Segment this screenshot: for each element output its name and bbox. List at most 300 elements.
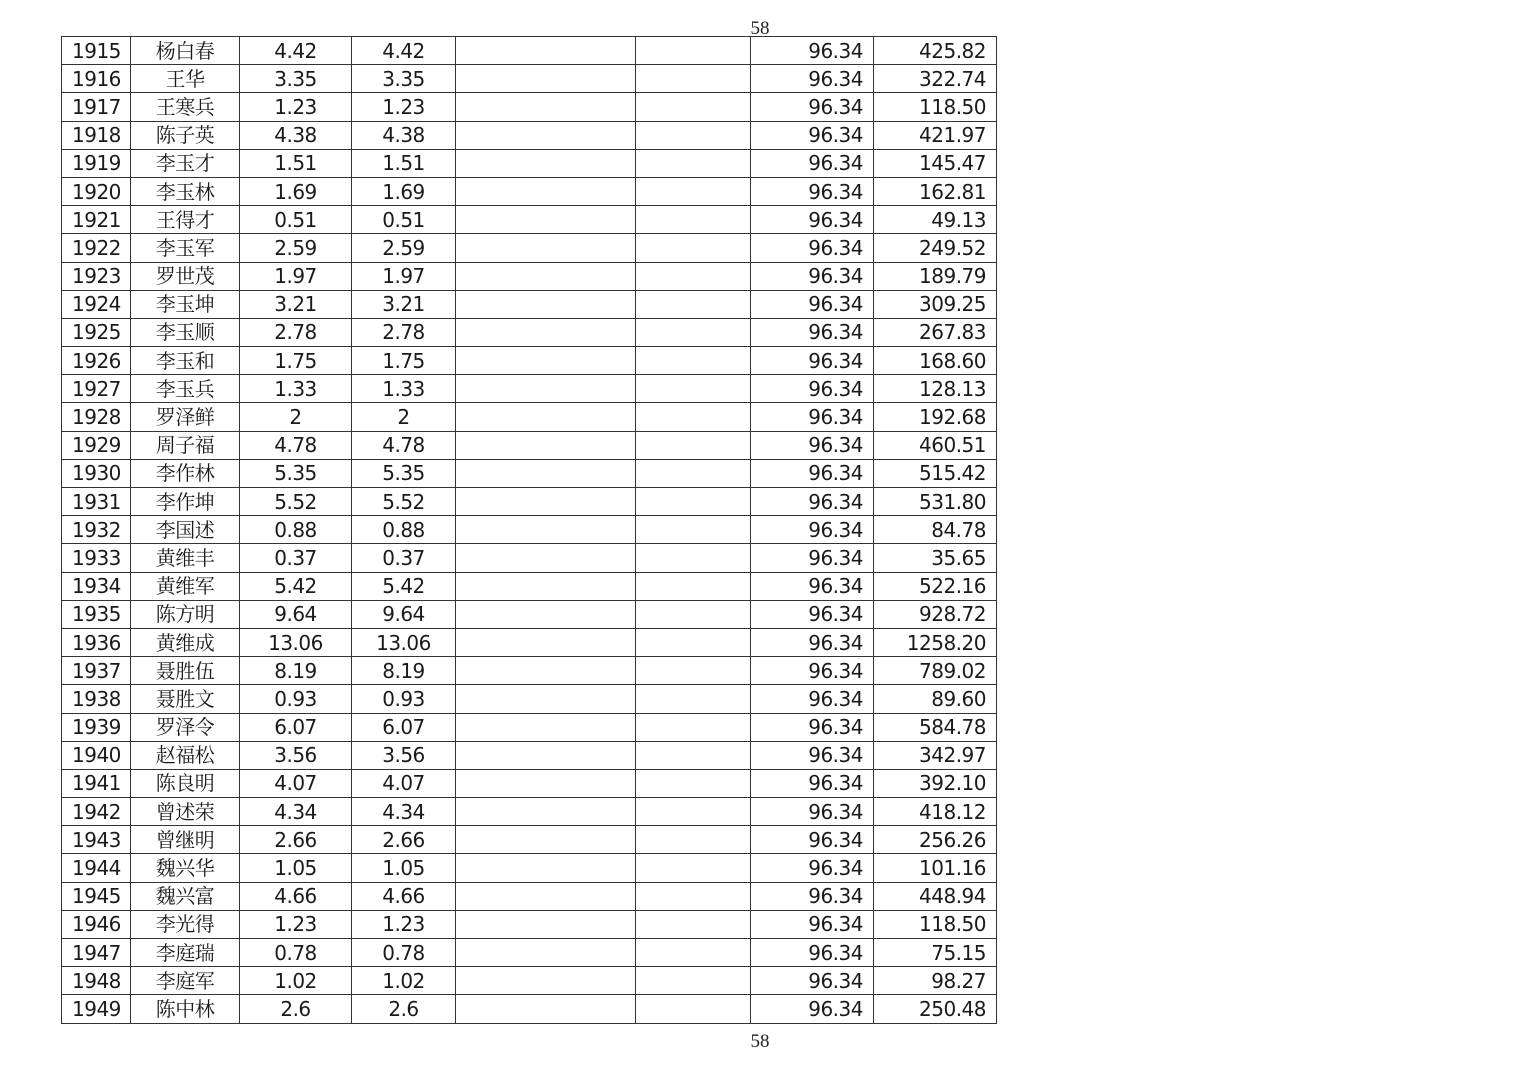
row-id-cell: 1940 (62, 741, 131, 769)
row-empty-cell (636, 375, 751, 403)
row-value-b-cell: 1.33 (352, 375, 456, 403)
row-value-a-cell: 2.59 (240, 234, 352, 262)
row-value-a-cell: 4.07 (240, 769, 352, 797)
row-value-a-cell: 13.06 (240, 628, 352, 656)
row-empty-cell (456, 600, 636, 628)
table-row (62, 262, 997, 290)
row-total-cell: 168.60 (874, 347, 997, 375)
table-row (62, 206, 997, 234)
row-value-b-cell: 4.42 (352, 37, 456, 65)
row-value-b-cell: 1.51 (352, 149, 456, 177)
row-value-a-cell: 4.34 (240, 798, 352, 826)
row-id-cell: 1918 (62, 121, 131, 149)
row-value-a-cell: 3.56 (240, 741, 352, 769)
row-rate-cell: 96.34 (751, 910, 874, 938)
row-empty-cell (636, 516, 751, 544)
table-row (62, 713, 997, 741)
row-value-a-cell: 8.19 (240, 657, 352, 685)
row-id-cell: 1946 (62, 910, 131, 938)
row-value-b-cell: 6.07 (352, 713, 456, 741)
row-empty-cell (636, 882, 751, 910)
row-empty-cell (456, 234, 636, 262)
row-value-b-cell: 1.69 (352, 177, 456, 205)
row-rate-cell: 96.34 (751, 572, 874, 600)
table-row (62, 177, 997, 205)
row-value-b-cell: 1.75 (352, 347, 456, 375)
row-name-cell: 李玉林 (131, 177, 240, 205)
row-id-cell: 1938 (62, 685, 131, 713)
row-value-a-cell: 1.75 (240, 347, 352, 375)
table-row (62, 854, 997, 882)
row-value-a-cell: 2.78 (240, 318, 352, 346)
row-total-cell: 460.51 (874, 431, 997, 459)
row-total-cell: 250.48 (874, 995, 997, 1023)
row-id-cell: 1945 (62, 882, 131, 910)
row-value-a-cell: 0.78 (240, 939, 352, 967)
row-total-cell: 101.16 (874, 854, 997, 882)
row-name-cell: 陈方明 (131, 600, 240, 628)
row-value-b-cell: 4.66 (352, 882, 456, 910)
row-rate-cell: 96.34 (751, 882, 874, 910)
row-name-cell: 李玉和 (131, 347, 240, 375)
row-total-cell: 192.68 (874, 403, 997, 431)
row-value-a-cell: 9.64 (240, 600, 352, 628)
row-empty-cell (456, 967, 636, 995)
ledger-table (61, 36, 997, 1024)
row-name-cell: 魏兴华 (131, 854, 240, 882)
row-empty-cell (456, 939, 636, 967)
row-empty-cell (456, 65, 636, 93)
row-empty-cell (636, 347, 751, 375)
row-value-a-cell: 0.37 (240, 544, 352, 572)
row-value-b-cell: 1.02 (352, 967, 456, 995)
row-empty-cell (636, 318, 751, 346)
row-empty-cell (636, 572, 751, 600)
row-name-cell: 李玉军 (131, 234, 240, 262)
row-value-b-cell: 5.42 (352, 572, 456, 600)
row-name-cell: 李玉才 (131, 149, 240, 177)
row-empty-cell (456, 318, 636, 346)
row-rate-cell: 96.34 (751, 262, 874, 290)
row-id-cell: 1948 (62, 967, 131, 995)
row-name-cell: 罗泽令 (131, 713, 240, 741)
row-value-b-cell: 0.88 (352, 516, 456, 544)
table-row (62, 882, 997, 910)
row-name-cell: 李玉坤 (131, 290, 240, 318)
row-empty-cell (636, 149, 751, 177)
row-id-cell: 1931 (62, 488, 131, 516)
row-id-cell: 1947 (62, 939, 131, 967)
row-empty-cell (456, 431, 636, 459)
table-row (62, 544, 997, 572)
row-empty-cell (636, 600, 751, 628)
row-empty-cell (456, 459, 636, 487)
row-value-a-cell: 1.97 (240, 262, 352, 290)
row-id-cell: 1936 (62, 628, 131, 656)
row-value-b-cell: 4.78 (352, 431, 456, 459)
row-total-cell: 1258.20 (874, 628, 997, 656)
row-total-cell: 928.72 (874, 600, 997, 628)
row-value-a-cell: 1.51 (240, 149, 352, 177)
row-empty-cell (636, 262, 751, 290)
row-rate-cell: 96.34 (751, 318, 874, 346)
row-empty-cell (636, 939, 751, 967)
row-id-cell: 1943 (62, 826, 131, 854)
row-empty-cell (456, 516, 636, 544)
row-total-cell: 515.42 (874, 459, 997, 487)
row-rate-cell: 96.34 (751, 685, 874, 713)
row-value-b-cell: 2.66 (352, 826, 456, 854)
row-id-cell: 1944 (62, 854, 131, 882)
row-value-a-cell: 1.23 (240, 93, 352, 121)
row-id-cell: 1932 (62, 516, 131, 544)
row-name-cell: 黄维成 (131, 628, 240, 656)
row-value-a-cell: 2.6 (240, 995, 352, 1023)
row-empty-cell (456, 403, 636, 431)
row-total-cell: 392.10 (874, 769, 997, 797)
row-rate-cell: 96.34 (751, 967, 874, 995)
row-value-b-cell: 2.59 (352, 234, 456, 262)
row-name-cell: 聂胜文 (131, 685, 240, 713)
row-total-cell: 421.97 (874, 121, 997, 149)
row-id-cell: 1934 (62, 572, 131, 600)
row-empty-cell (456, 685, 636, 713)
row-empty-cell (636, 37, 751, 65)
row-id-cell: 1920 (62, 177, 131, 205)
row-value-a-cell: 3.35 (240, 65, 352, 93)
row-name-cell: 聂胜伍 (131, 657, 240, 685)
row-rate-cell: 96.34 (751, 177, 874, 205)
table-row (62, 769, 997, 797)
row-rate-cell: 96.34 (751, 459, 874, 487)
row-value-a-cell: 6.07 (240, 713, 352, 741)
row-id-cell: 1930 (62, 459, 131, 487)
row-value-b-cell: 13.06 (352, 628, 456, 656)
row-name-cell: 李国述 (131, 516, 240, 544)
row-id-cell: 1922 (62, 234, 131, 262)
row-empty-cell (636, 403, 751, 431)
row-total-cell: 789.02 (874, 657, 997, 685)
table-row (62, 657, 997, 685)
row-rate-cell: 96.34 (751, 234, 874, 262)
row-value-b-cell: 3.56 (352, 741, 456, 769)
row-value-b-cell: 5.52 (352, 488, 456, 516)
row-name-cell: 李庭瑞 (131, 939, 240, 967)
row-total-cell: 322.74 (874, 65, 997, 93)
row-id-cell: 1933 (62, 544, 131, 572)
row-name-cell: 罗泽鲜 (131, 403, 240, 431)
table-row (62, 798, 997, 826)
row-total-cell: 118.50 (874, 93, 997, 121)
row-name-cell: 陈子英 (131, 121, 240, 149)
row-total-cell: 531.80 (874, 488, 997, 516)
row-value-b-cell: 0.93 (352, 685, 456, 713)
row-total-cell: 75.15 (874, 939, 997, 967)
row-total-cell: 84.78 (874, 516, 997, 544)
row-value-a-cell: 5.35 (240, 459, 352, 487)
row-empty-cell (636, 206, 751, 234)
row-empty-cell (636, 234, 751, 262)
row-rate-cell: 96.34 (751, 403, 874, 431)
row-rate-cell: 96.34 (751, 206, 874, 234)
table-row (62, 488, 997, 516)
row-empty-cell (456, 854, 636, 882)
row-name-cell: 李光得 (131, 910, 240, 938)
row-total-cell: 145.47 (874, 149, 997, 177)
row-id-cell: 1915 (62, 37, 131, 65)
ledger-body (62, 37, 997, 1024)
row-empty-cell (456, 347, 636, 375)
row-rate-cell: 96.34 (751, 939, 874, 967)
row-total-cell: 98.27 (874, 967, 997, 995)
row-total-cell: 342.97 (874, 741, 997, 769)
row-name-cell: 魏兴富 (131, 882, 240, 910)
table-row (62, 826, 997, 854)
row-id-cell: 1917 (62, 93, 131, 121)
page-number-bottom: 58 (750, 1031, 770, 1052)
table-row (62, 628, 997, 656)
row-value-b-cell: 2.78 (352, 318, 456, 346)
row-empty-cell (636, 65, 751, 93)
row-value-b-cell: 2 (352, 403, 456, 431)
row-value-a-cell: 4.78 (240, 431, 352, 459)
table-row (62, 995, 997, 1023)
row-value-a-cell: 4.66 (240, 882, 352, 910)
row-value-a-cell: 1.33 (240, 375, 352, 403)
row-id-cell: 1919 (62, 149, 131, 177)
row-empty-cell (636, 741, 751, 769)
row-empty-cell (456, 910, 636, 938)
row-name-cell: 曾继明 (131, 826, 240, 854)
table-row (62, 403, 997, 431)
page-number-top: 58 (750, 18, 770, 39)
row-empty-cell (636, 995, 751, 1023)
row-rate-cell: 96.34 (751, 37, 874, 65)
table-row (62, 516, 997, 544)
table-row (62, 347, 997, 375)
row-rate-cell: 96.34 (751, 149, 874, 177)
row-empty-cell (636, 657, 751, 685)
row-empty-cell (636, 713, 751, 741)
row-value-b-cell: 3.21 (352, 290, 456, 318)
row-value-a-cell: 2.66 (240, 826, 352, 854)
table-row (62, 149, 997, 177)
row-name-cell: 李作林 (131, 459, 240, 487)
row-total-cell: 118.50 (874, 910, 997, 938)
row-total-cell: 89.60 (874, 685, 997, 713)
row-id-cell: 1941 (62, 769, 131, 797)
row-name-cell: 陈良明 (131, 769, 240, 797)
row-rate-cell: 96.34 (751, 347, 874, 375)
row-id-cell: 1924 (62, 290, 131, 318)
row-total-cell: 249.52 (874, 234, 997, 262)
row-empty-cell (636, 628, 751, 656)
row-value-a-cell: 0.88 (240, 516, 352, 544)
row-name-cell: 罗世茂 (131, 262, 240, 290)
row-empty-cell (456, 628, 636, 656)
row-value-b-cell: 0.51 (352, 206, 456, 234)
row-rate-cell: 96.34 (751, 657, 874, 685)
row-id-cell: 1927 (62, 375, 131, 403)
row-empty-cell (636, 910, 751, 938)
row-value-b-cell: 3.35 (352, 65, 456, 93)
row-empty-cell (456, 826, 636, 854)
row-empty-cell (456, 882, 636, 910)
row-value-b-cell: 2.6 (352, 995, 456, 1023)
row-rate-cell: 96.34 (751, 431, 874, 459)
table-row (62, 685, 997, 713)
row-empty-cell (456, 206, 636, 234)
row-rate-cell: 96.34 (751, 516, 874, 544)
row-name-cell: 赵福松 (131, 741, 240, 769)
row-total-cell: 584.78 (874, 713, 997, 741)
row-rate-cell: 96.34 (751, 375, 874, 403)
row-id-cell: 1939 (62, 713, 131, 741)
row-total-cell: 418.12 (874, 798, 997, 826)
row-rate-cell: 96.34 (751, 544, 874, 572)
row-empty-cell (456, 572, 636, 600)
row-rate-cell: 96.34 (751, 798, 874, 826)
row-empty-cell (456, 177, 636, 205)
row-rate-cell: 96.34 (751, 713, 874, 741)
row-total-cell: 256.26 (874, 826, 997, 854)
row-empty-cell (456, 769, 636, 797)
row-value-b-cell: 1.23 (352, 910, 456, 938)
row-empty-cell (456, 37, 636, 65)
row-name-cell: 李玉顺 (131, 318, 240, 346)
row-value-a-cell: 1.02 (240, 967, 352, 995)
row-value-b-cell: 0.78 (352, 939, 456, 967)
row-value-a-cell: 0.93 (240, 685, 352, 713)
row-rate-cell: 96.34 (751, 290, 874, 318)
row-id-cell: 1926 (62, 347, 131, 375)
row-value-b-cell: 8.19 (352, 657, 456, 685)
row-empty-cell (456, 262, 636, 290)
row-empty-cell (456, 290, 636, 318)
row-value-a-cell: 5.42 (240, 572, 352, 600)
row-value-a-cell: 3.21 (240, 290, 352, 318)
row-empty-cell (456, 149, 636, 177)
row-empty-cell (636, 854, 751, 882)
row-total-cell: 35.65 (874, 544, 997, 572)
row-value-b-cell: 4.34 (352, 798, 456, 826)
row-empty-cell (456, 375, 636, 403)
row-empty-cell (636, 431, 751, 459)
row-empty-cell (456, 488, 636, 516)
row-name-cell: 李庭军 (131, 967, 240, 995)
row-value-a-cell: 5.52 (240, 488, 352, 516)
row-name-cell: 黄维军 (131, 572, 240, 600)
row-rate-cell: 96.34 (751, 600, 874, 628)
row-empty-cell (456, 657, 636, 685)
row-empty-cell (636, 93, 751, 121)
row-id-cell: 1929 (62, 431, 131, 459)
row-name-cell: 王寒兵 (131, 93, 240, 121)
row-value-a-cell: 2 (240, 403, 352, 431)
row-rate-cell: 96.34 (751, 628, 874, 656)
row-id-cell: 1928 (62, 403, 131, 431)
row-name-cell: 杨白春 (131, 37, 240, 65)
row-empty-cell (636, 544, 751, 572)
row-value-a-cell: 4.38 (240, 121, 352, 149)
row-value-b-cell: 0.37 (352, 544, 456, 572)
row-rate-cell: 96.34 (751, 769, 874, 797)
row-empty-cell (636, 177, 751, 205)
table-row (62, 910, 997, 938)
row-value-a-cell: 1.23 (240, 910, 352, 938)
row-rate-cell: 96.34 (751, 121, 874, 149)
table-row (62, 93, 997, 121)
row-id-cell: 1935 (62, 600, 131, 628)
row-value-b-cell: 4.07 (352, 769, 456, 797)
row-empty-cell (456, 713, 636, 741)
row-id-cell: 1937 (62, 657, 131, 685)
table-row (62, 939, 997, 967)
row-total-cell: 189.79 (874, 262, 997, 290)
row-empty-cell (636, 459, 751, 487)
row-id-cell: 1942 (62, 798, 131, 826)
row-empty-cell (636, 798, 751, 826)
row-name-cell: 陈中林 (131, 995, 240, 1023)
row-name-cell: 李玉兵 (131, 375, 240, 403)
row-empty-cell (456, 544, 636, 572)
row-empty-cell (636, 967, 751, 995)
row-id-cell: 1921 (62, 206, 131, 234)
table-row (62, 290, 997, 318)
row-rate-cell: 96.34 (751, 488, 874, 516)
row-rate-cell: 96.34 (751, 826, 874, 854)
row-total-cell: 522.16 (874, 572, 997, 600)
row-rate-cell: 96.34 (751, 93, 874, 121)
row-empty-cell (456, 741, 636, 769)
row-total-cell: 162.81 (874, 177, 997, 205)
row-total-cell: 128.13 (874, 375, 997, 403)
row-total-cell: 309.25 (874, 290, 997, 318)
row-rate-cell: 96.34 (751, 854, 874, 882)
row-id-cell: 1916 (62, 65, 131, 93)
row-empty-cell (636, 488, 751, 516)
row-empty-cell (456, 93, 636, 121)
row-value-b-cell: 1.97 (352, 262, 456, 290)
row-value-b-cell: 5.35 (352, 459, 456, 487)
row-total-cell: 49.13 (874, 206, 997, 234)
row-empty-cell (636, 290, 751, 318)
table-row (62, 431, 997, 459)
row-empty-cell (636, 121, 751, 149)
row-name-cell: 周子福 (131, 431, 240, 459)
row-empty-cell (456, 798, 636, 826)
row-name-cell: 王华 (131, 65, 240, 93)
row-value-a-cell: 4.42 (240, 37, 352, 65)
row-name-cell: 黄维丰 (131, 544, 240, 572)
row-total-cell: 425.82 (874, 37, 997, 65)
table-row (62, 375, 997, 403)
row-rate-cell: 96.34 (751, 741, 874, 769)
table-row (62, 65, 997, 93)
row-value-b-cell: 9.64 (352, 600, 456, 628)
table-row (62, 37, 997, 65)
table-row (62, 600, 997, 628)
row-value-a-cell: 0.51 (240, 206, 352, 234)
table-row (62, 121, 997, 149)
row-value-b-cell: 1.23 (352, 93, 456, 121)
table-row (62, 234, 997, 262)
row-id-cell: 1923 (62, 262, 131, 290)
row-value-b-cell: 1.05 (352, 854, 456, 882)
row-total-cell: 267.83 (874, 318, 997, 346)
row-rate-cell: 96.34 (751, 995, 874, 1023)
row-name-cell: 李作坤 (131, 488, 240, 516)
